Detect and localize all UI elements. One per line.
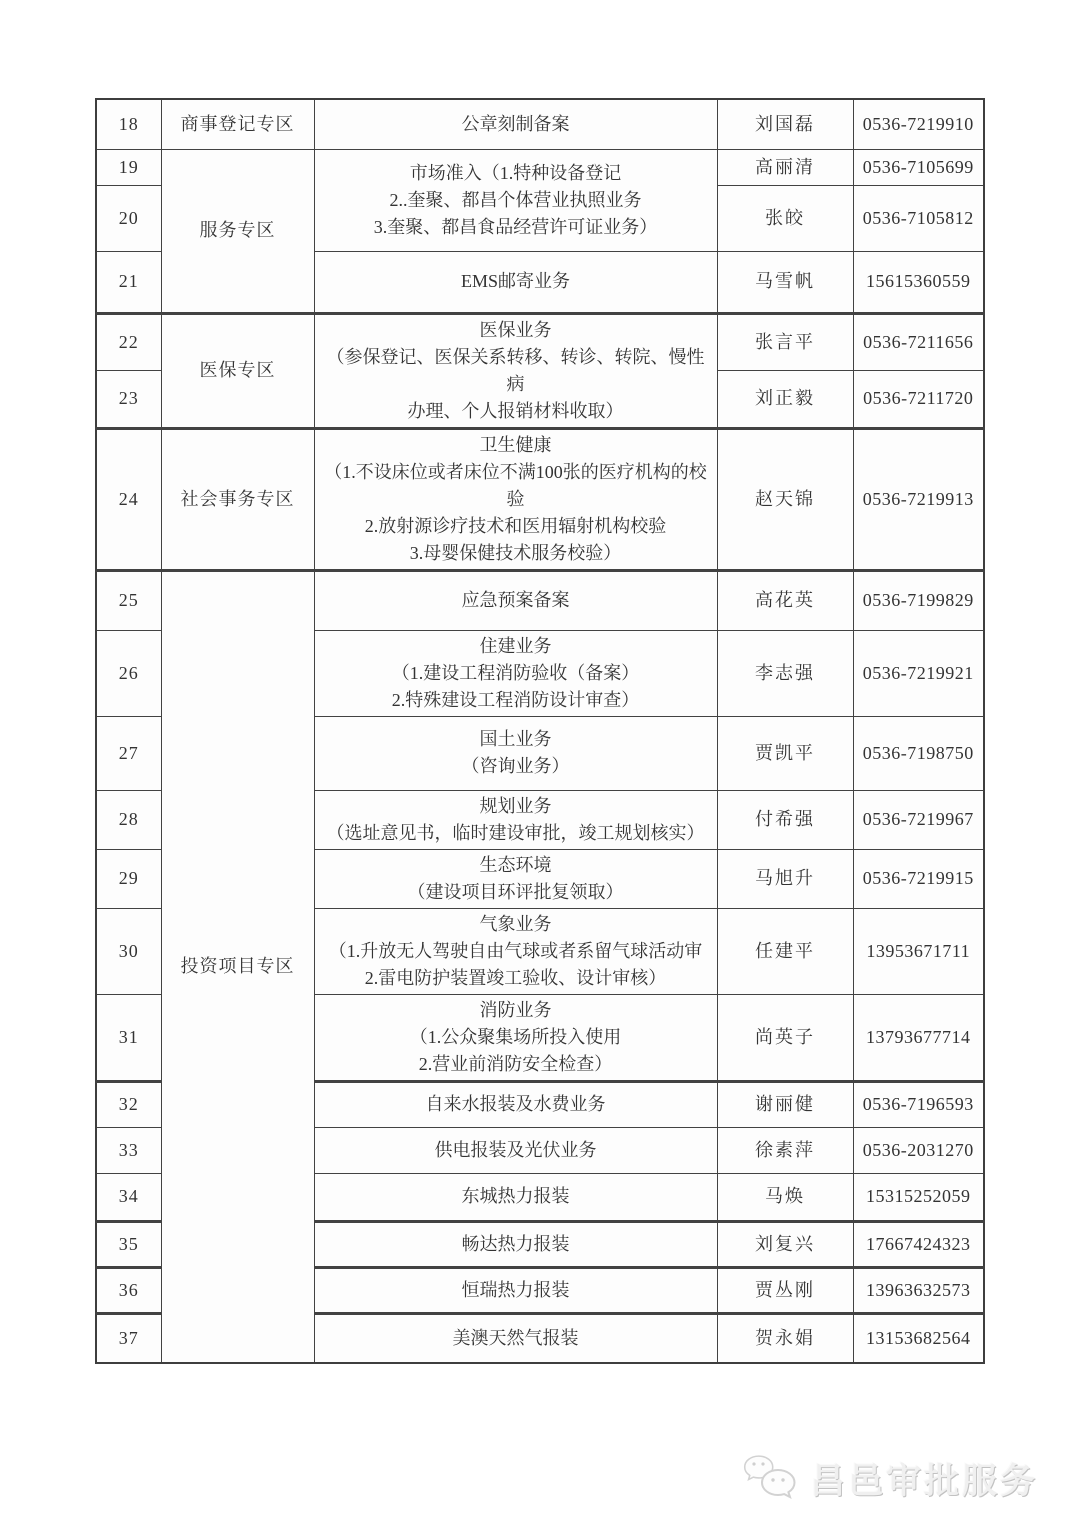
table-row bbox=[96, 570, 984, 630]
wechat-icon bbox=[742, 1454, 800, 1504]
service-line: 消防业务 bbox=[479, 999, 552, 1020]
service-line: 卫生健康 bbox=[479, 434, 552, 455]
phone-cell: 0536-7219967 bbox=[853, 790, 984, 849]
service-line: 规划业务 bbox=[479, 795, 552, 816]
person-name-cell: 谢丽健 bbox=[717, 1081, 853, 1127]
service-cell bbox=[314, 716, 717, 790]
service-directory bbox=[95, 98, 983, 1364]
person-name-cell: 刘国磊 bbox=[717, 99, 853, 149]
service-line: 办理、个人报销材料收取） bbox=[407, 400, 624, 421]
phone-cell: 13953671711 bbox=[853, 908, 984, 994]
person-name-cell: 贾丛刚 bbox=[717, 1267, 853, 1313]
service-cell bbox=[314, 1173, 717, 1221]
service-cell bbox=[314, 313, 717, 428]
service-cell bbox=[314, 994, 717, 1081]
person-name-cell: 刘复兴 bbox=[717, 1221, 853, 1267]
service-cell bbox=[314, 908, 717, 994]
person-name-cell: 付希强 bbox=[717, 790, 853, 849]
service-line: （1.不设床位或者床位不满100张的医疗机构的校验 bbox=[324, 461, 707, 509]
person-name-cell: 刘正毅 bbox=[717, 371, 853, 429]
row-number-cell: 37 bbox=[96, 1313, 161, 1363]
service-line: 2.特殊建设工程消防设计审查） bbox=[391, 689, 640, 710]
service-cell bbox=[314, 251, 717, 313]
person-name-cell: 李志强 bbox=[717, 630, 853, 716]
service-line: 2.雷电防护装置竣工验收、设计审核） bbox=[364, 967, 667, 988]
service-line: 畅达热力报装 bbox=[461, 1233, 570, 1254]
zone-cell: 社会事务专区 bbox=[161, 428, 314, 570]
person-name-cell: 任建平 bbox=[717, 908, 853, 994]
service-cell bbox=[314, 630, 717, 716]
service-line: （1.升放无人驾驶自由气球或者系留气球活动审 bbox=[328, 940, 703, 961]
phone-cell: 0536-7219913 bbox=[853, 428, 984, 570]
table-row bbox=[96, 428, 984, 570]
service-line: 2.营业前消防安全检查） bbox=[418, 1053, 613, 1074]
service-line: 自来水报装及水费业务 bbox=[425, 1094, 606, 1114]
service-line: 国土业务 bbox=[479, 729, 552, 749]
service-line: 市场准入（1.特种设备登记 bbox=[409, 162, 622, 183]
service-line: 供电报装及光伏业务 bbox=[434, 1139, 597, 1160]
service-line: （咨询业务） bbox=[461, 756, 570, 776]
phone-cell: 13153682564 bbox=[853, 1313, 984, 1363]
phone-cell: 17667424323 bbox=[853, 1221, 984, 1267]
service-line: 恒瑞热力报装 bbox=[461, 1279, 570, 1300]
service-cell bbox=[314, 1081, 717, 1127]
service-cell bbox=[314, 149, 717, 251]
row-number-cell: 20 bbox=[96, 185, 161, 251]
table-body bbox=[96, 99, 984, 1363]
service-cell bbox=[314, 1313, 717, 1363]
service-line: （1.建设工程消防验收（备案） bbox=[391, 662, 640, 683]
row-number-cell: 28 bbox=[96, 790, 161, 849]
person-name-cell: 马雪帆 bbox=[717, 251, 853, 313]
service-line: 住建业务 bbox=[479, 635, 552, 656]
row-number-cell: 36 bbox=[96, 1267, 161, 1313]
row-number-cell: 30 bbox=[96, 908, 161, 994]
service-line: （1.公众聚集场所投入使用 bbox=[409, 1026, 622, 1047]
service-line: EMS邮寄业务 bbox=[460, 271, 570, 291]
service-line: 公章刻制备案 bbox=[461, 113, 570, 134]
row-number-cell: 26 bbox=[96, 630, 161, 716]
person-name-cell: 张皎 bbox=[717, 185, 853, 251]
table-row bbox=[96, 149, 984, 185]
phone-cell: 0536-7219921 bbox=[853, 630, 984, 716]
service-cell bbox=[314, 1267, 717, 1313]
row-number-cell: 19 bbox=[96, 149, 161, 185]
person-name-cell: 尚英子 bbox=[717, 994, 853, 1081]
person-name-cell: 张言平 bbox=[717, 313, 853, 371]
service-line: 2..奎聚、都昌个体营业执照业务 bbox=[389, 189, 642, 210]
row-number-cell: 27 bbox=[96, 716, 161, 790]
row-number-cell: 23 bbox=[96, 371, 161, 429]
service-line: 东城热力报装 bbox=[461, 1186, 570, 1206]
person-name-cell: 赵天锦 bbox=[717, 428, 853, 570]
person-name-cell: 马焕 bbox=[717, 1173, 853, 1221]
service-line: （建设项目环评批复领取） bbox=[407, 881, 624, 902]
service-line: 3.奎聚、都昌食品经营许可证业务） bbox=[373, 216, 658, 237]
service-line: 美澳天然气报装 bbox=[452, 1327, 579, 1348]
service-cell bbox=[314, 790, 717, 849]
person-name-cell: 贺永娟 bbox=[717, 1313, 853, 1363]
service-line: （参保登记、医保关系转移、转诊、转院、慢性病 bbox=[326, 346, 705, 394]
phone-cell: 0536-7211720 bbox=[853, 371, 984, 429]
row-number-cell: 32 bbox=[96, 1081, 161, 1127]
phone-cell: 15315252059 bbox=[853, 1173, 984, 1221]
zone-cell: 服务专区 bbox=[161, 149, 314, 313]
row-number-cell: 34 bbox=[96, 1173, 161, 1221]
service-line: 应急预案备案 bbox=[461, 590, 570, 610]
service-line: 生态环境 bbox=[479, 854, 552, 875]
service-line: 3.母婴保健技术服务校验） bbox=[409, 542, 622, 563]
table-row bbox=[96, 99, 984, 149]
phone-cell: 0536-7105812 bbox=[853, 185, 984, 251]
phone-cell: 0536-2031270 bbox=[853, 1127, 984, 1173]
person-name-cell: 徐素萍 bbox=[717, 1127, 853, 1173]
zone-cell: 投资项目专区 bbox=[161, 570, 314, 1363]
service-cell bbox=[314, 570, 717, 630]
phone-cell: 15615360559 bbox=[853, 251, 984, 313]
service-line: 气象业务 bbox=[479, 913, 552, 934]
service-cell bbox=[314, 428, 717, 570]
service-cell bbox=[314, 1127, 717, 1173]
phone-cell: 0536-7199829 bbox=[853, 570, 984, 630]
person-name-cell: 马旭升 bbox=[717, 849, 853, 908]
service-line: （选址意见书，临时建设审批，竣工规划核实） bbox=[326, 822, 705, 843]
service-cell bbox=[314, 1221, 717, 1267]
watermark bbox=[742, 1454, 1038, 1504]
person-name-cell: 高丽清 bbox=[717, 149, 853, 185]
phone-cell: 0536-7219915 bbox=[853, 849, 984, 908]
person-name-cell: 高花英 bbox=[717, 570, 853, 630]
phone-cell: 0536-7196593 bbox=[853, 1081, 984, 1127]
phone-cell: 0536-7198750 bbox=[853, 716, 984, 790]
row-number-cell: 21 bbox=[96, 251, 161, 313]
zone-cell: 商事登记专区 bbox=[161, 99, 314, 149]
phone-cell: 13793677714 bbox=[853, 994, 984, 1081]
table-row bbox=[96, 313, 984, 371]
service-line: 2.放射源诊疗技术和医用辐射机构校验 bbox=[364, 515, 667, 536]
row-number-cell: 25 bbox=[96, 570, 161, 630]
service-directory-table bbox=[95, 98, 985, 1364]
zone-cell: 医保专区 bbox=[161, 313, 314, 428]
row-number-cell: 31 bbox=[96, 994, 161, 1081]
row-number-cell: 35 bbox=[96, 1221, 161, 1267]
row-number-cell: 24 bbox=[96, 428, 161, 570]
phone-cell: 0536-7211656 bbox=[853, 313, 984, 371]
person-name-cell: 贾凯平 bbox=[717, 716, 853, 790]
row-number-cell: 33 bbox=[96, 1127, 161, 1173]
phone-cell: 0536-7219910 bbox=[853, 99, 984, 149]
service-cell bbox=[314, 849, 717, 908]
watermark-label: 昌邑审批服务 bbox=[809, 1462, 1038, 1501]
phone-cell: 13963632573 bbox=[853, 1267, 984, 1313]
row-number-cell: 29 bbox=[96, 849, 161, 908]
row-number-cell: 22 bbox=[96, 313, 161, 371]
service-cell bbox=[314, 99, 717, 149]
row-number-cell: 18 bbox=[96, 99, 161, 149]
phone-cell: 0536-7105699 bbox=[853, 149, 984, 185]
service-line: 医保业务 bbox=[479, 319, 552, 340]
